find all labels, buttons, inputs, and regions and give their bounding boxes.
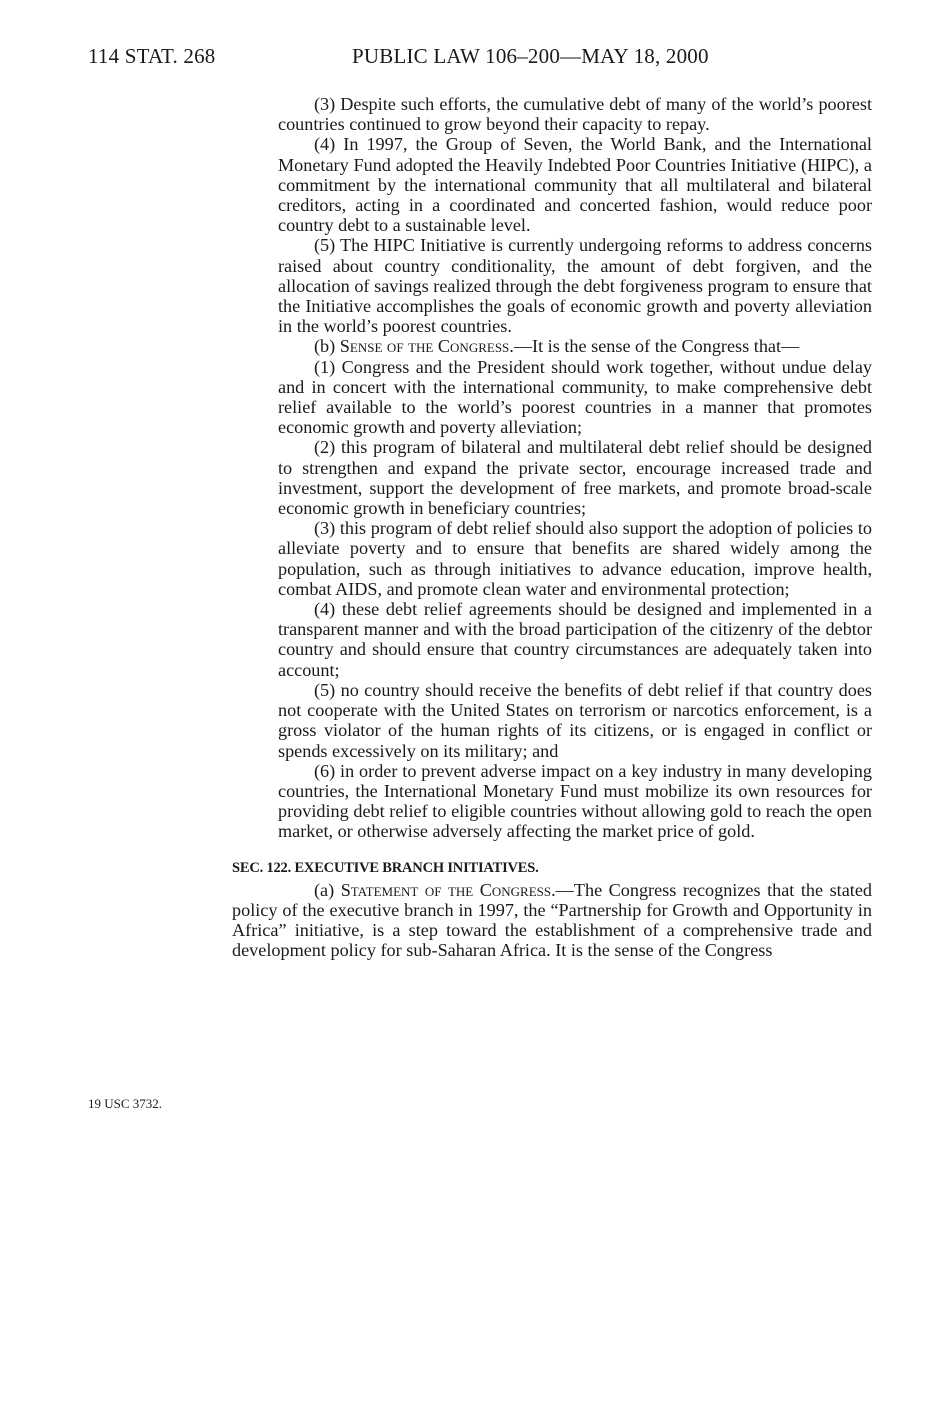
sense-item-3: (3) this program of debt relief should also support the adoption of policies to alleviate poverty and to ensure that benefits are shared widely among the population, such as through initiatives to advance education, improve health, combat AIDS, and promote clean water and environmental protection; xyxy=(278,518,872,599)
finding-5: (5) The HIPC Initiative is currently undergoing reforms to address concerns raised about country conditionality, the amount of debt forgiven, and the allocation of savings realized through the debt forgiveness program to ensure that the Initiative accomplishes the goals of economic growth and poverty alleviation in the world’s poorest countries. xyxy=(278,235,872,337)
sense-item-4: (4) these debt relief agreements should be designed and implemented in a transparent manner and with the broad participation of the citizenry of the debtor country and should ensure that country circumstances are adequately taken into account; xyxy=(278,599,872,680)
sense-item-2: (2) this program of bilateral and multilateral debt relief should be designed to strengthen and expand the private sector, encourage increased trade and investment, support the development of free markets, and promote broad-scale economic growth in beneficiary countries; xyxy=(278,437,872,519)
subsection-a-heading: Statement of the Congress xyxy=(340,879,552,900)
subsection-a xyxy=(232,880,872,961)
sense-item-5: (5) no country should receive the benefits of debt relief if that country does not cooperate with the United States on terrorism or narcotics enforcement, is a gross violator of the human rights of its citizens, or is engaged in conflict or spends excessively on its military; and xyxy=(278,679,872,761)
subsection-a-label: (a) xyxy=(314,879,341,900)
finding-4: (4) In 1997, the Group of Seven, the World Bank, and the International Monetary Fund adopted the Heavily Indebted Poor Countries Initiative (HIPC), a commitment by the international community that all multilateral and bilateral creditors, acting in a coordinated and concerted fashion, would reduce poor country debt to a sustainable level. xyxy=(278,134,872,236)
sense-item-6: (6) in order to prevent adverse impact on a key industry in many developing countries, the International Monetary Fund must mobilize its own resources for providing debt relief to eligible countries without allowing gold to reach the open market, or otherwise adversely affecting the market price of gold. xyxy=(278,760,872,842)
finding-3: (3) Despite such efforts, the cumulative debt of many of the world’s poorest countries continued to grow beyond their capacity to repay. xyxy=(278,94,872,135)
subsection-b-label: (b) xyxy=(314,336,340,357)
public-law-title: PUBLIC LAW 106–200—MAY 18, 2000 xyxy=(352,44,709,68)
subsection-a-text: .—The Congress recognizes that the stated policy of the executive branch in 1997, the “Partnership for Growth and Opportunity in Africa” initiative, is a step toward the establishment of a comprehensive trade and development policy for sub-Saharan Africa. It is the sense of the Congress xyxy=(232,879,872,961)
subsection-b-heading: Sense of the Congress xyxy=(339,336,510,357)
subsection-b xyxy=(232,336,872,356)
margin-citation: 19 USC 3732. xyxy=(88,1096,163,1111)
section-122-heading: SEC. 122. EXECUTIVE BRANCH INITIATIVES. xyxy=(232,859,539,876)
sense-item-1: (1) Congress and the President should work together, without undue delay and in concert with the international community, to make comprehensive debt relief available to the world’s poorest countries in a manner that promotes economic growth and poverty alleviation; xyxy=(278,356,872,438)
document-body xyxy=(232,94,872,960)
page-header xyxy=(0,44,948,74)
subsection-b-text: .—It is the sense of the Congress that— xyxy=(509,336,800,357)
statute-page-number: 114 STAT. 268 xyxy=(88,44,216,68)
